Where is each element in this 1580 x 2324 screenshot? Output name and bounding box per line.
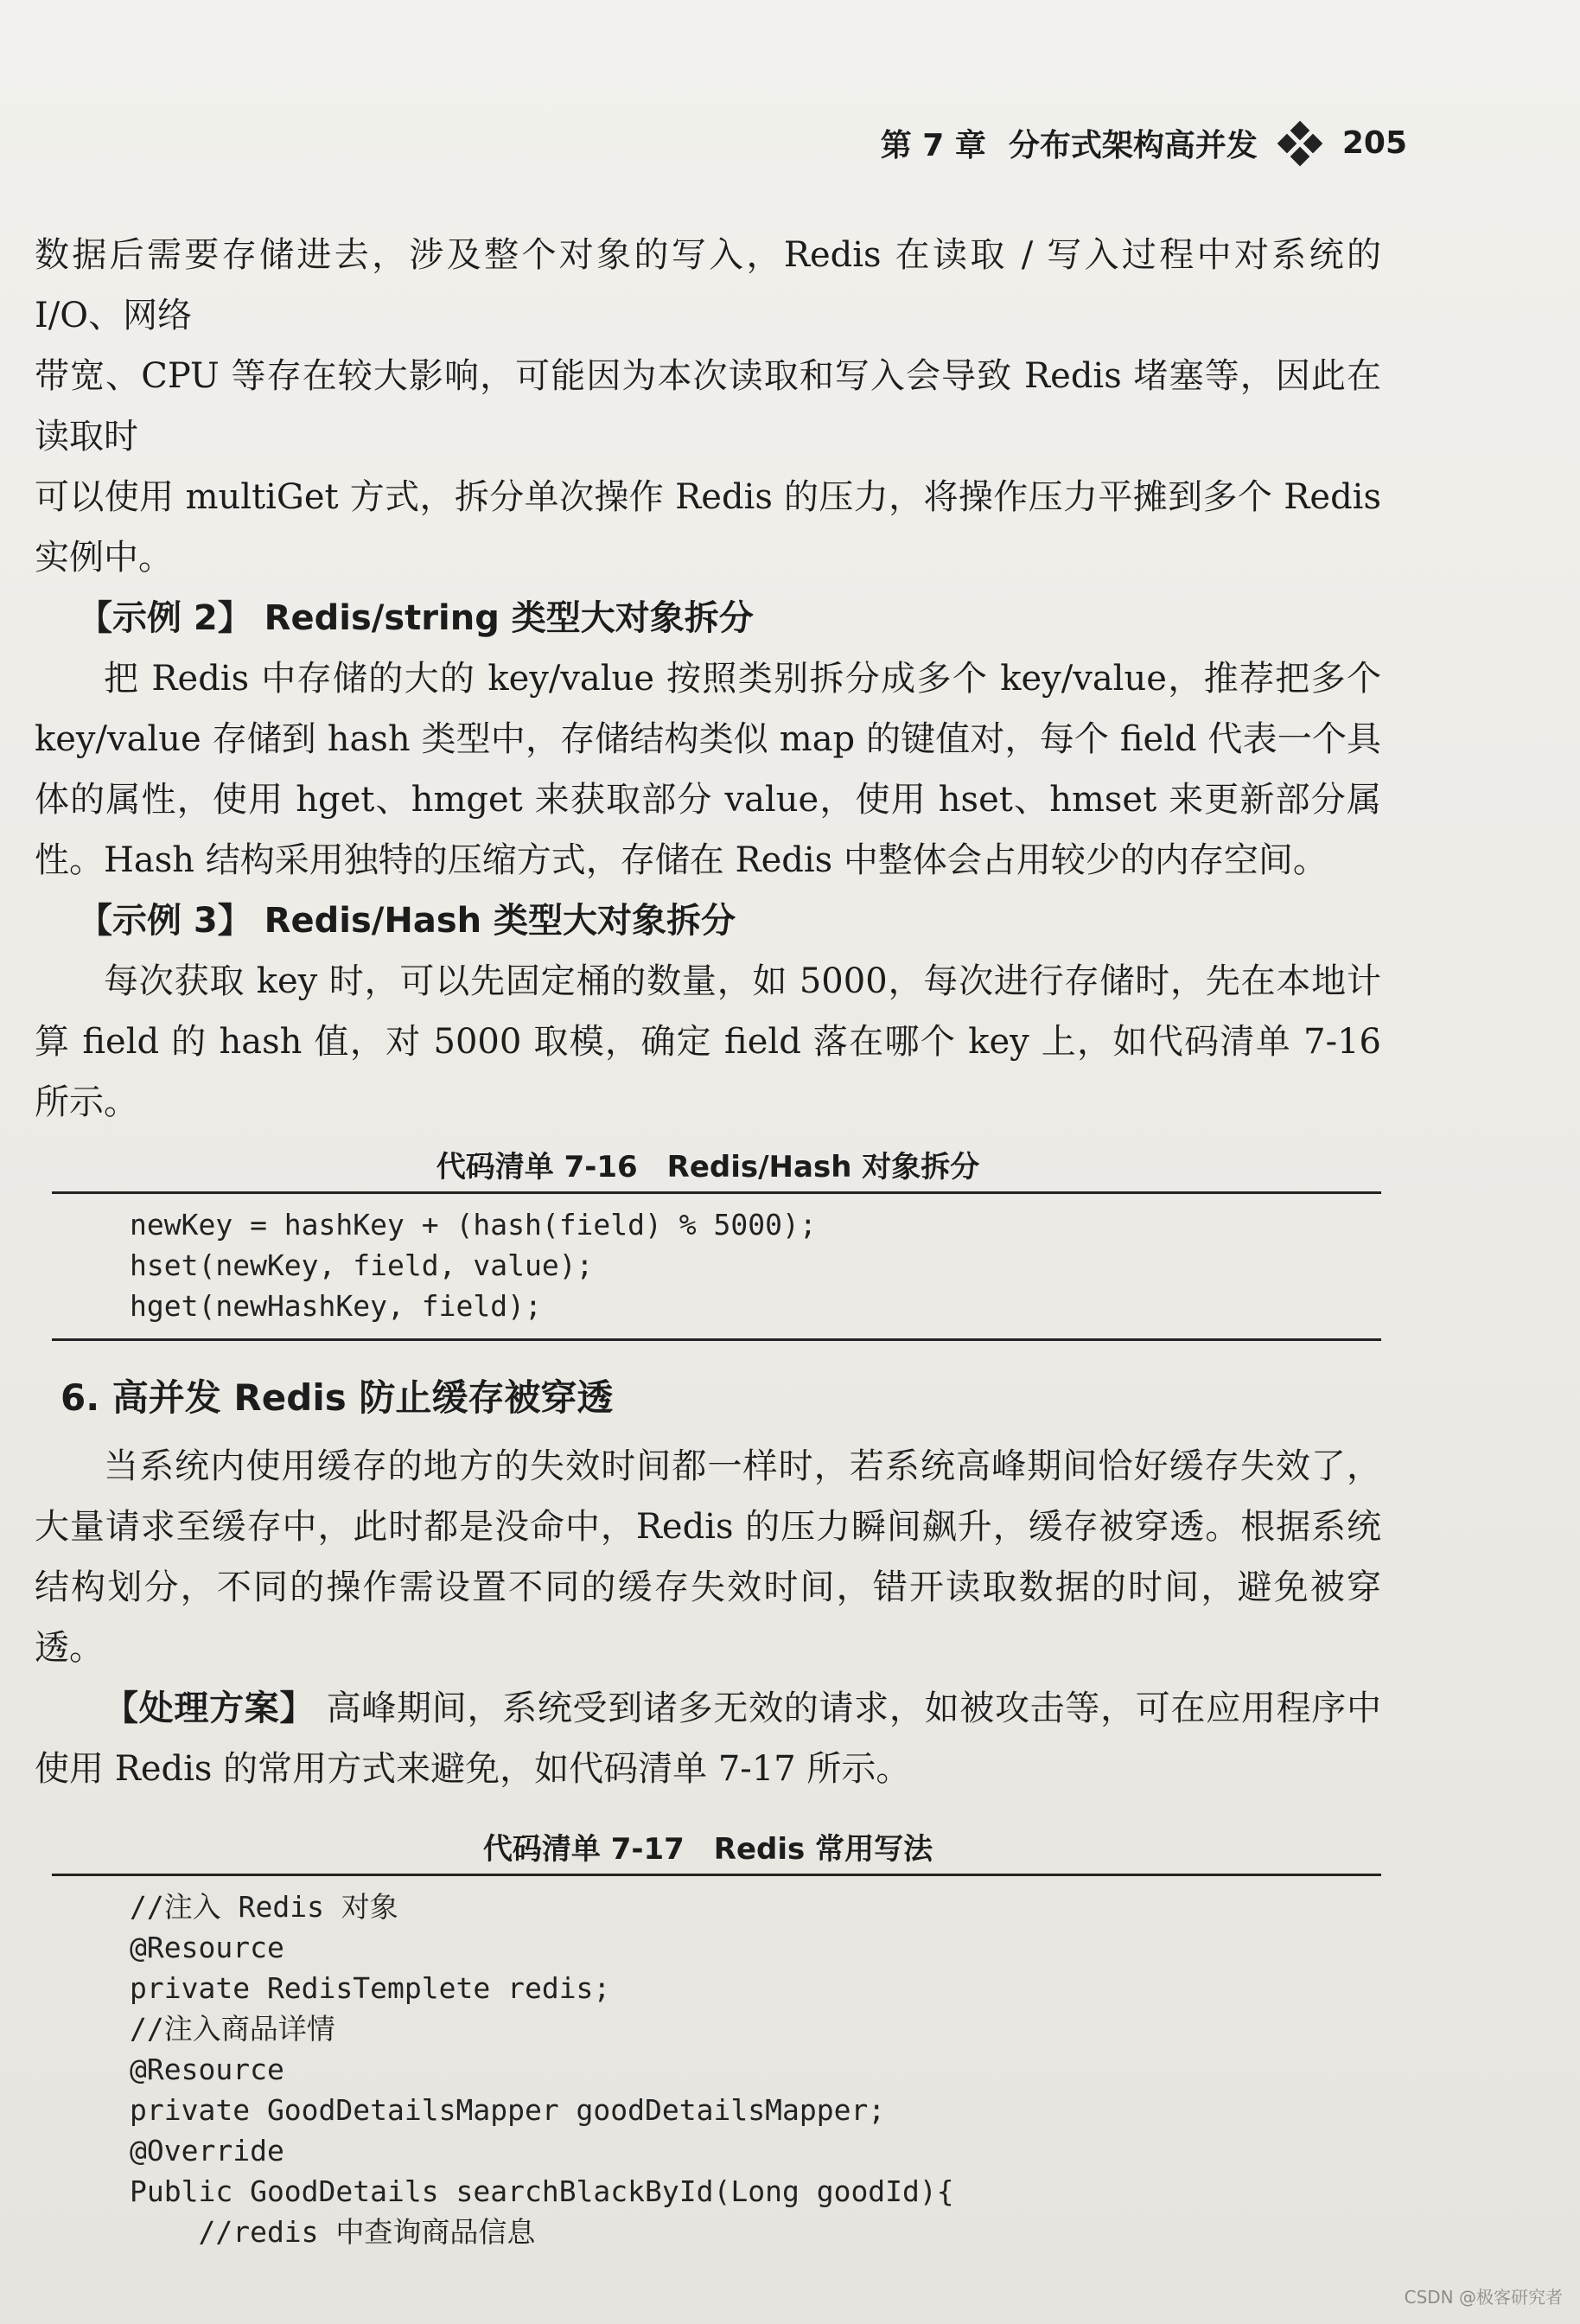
solution-text: 高峰期间，系统受到诸多无效的请求，如被攻击等，可在应用程序中使用 Redis 的常用方式来避免，如代码清单 7-17 所示。	[35, 1689, 1382, 1789]
code-line: hset(newKey, field, value);	[130, 1248, 594, 1282]
code-line: @Override	[130, 2134, 284, 2168]
example-3-label: 【示例 3】 Redis/Hash 类型大对象拆分	[78, 901, 736, 941]
top-paragraph-line-2: 带宽、CPU 等存在较大影响，可能因为本次读取和写入会导致 Redis 堵塞等，因此在读取时	[35, 356, 1381, 456]
listing-7-16-code	[52, 1191, 1381, 1341]
page-content	[35, 225, 1381, 2264]
top-paragraph-line-1: 数据后需要存储进去，涉及整个对象的写入，Redis 在读取 / 写入过程中对系统的 I/O、网络	[35, 235, 1381, 335]
chapter-title: 分布式架构高并发	[1008, 128, 1258, 163]
section-6-heading: 6. 高并发 Redis 防止缓存被穿透	[61, 1376, 614, 1419]
four-diamond-ornament-icon	[1280, 124, 1320, 163]
page-header	[0, 121, 1580, 182]
code-line: //redis 中查询商品信息	[130, 2215, 536, 2249]
listing-7-17-code	[52, 1874, 1381, 2264]
section-6-body: 当系统内使用缓存的地方的失效时间都一样时，若系统高峰期间恰好缓存失效了，大量请求至缓存中，此时都是没命中，Redis 的压力瞬间飙升，缓存被穿透。根据系统结构划分，不同的操作需设置不同的缓存失效时间，错开读取数据的时间，避免被穿透。	[35, 1446, 1381, 1668]
code-line: newKey = hashKey + (hash(field) % 5000);	[130, 1208, 817, 1242]
code-line: Public GoodDetails searchBlackById(Long goodId){	[130, 2174, 954, 2208]
page-number: 205	[1341, 125, 1407, 161]
code-line: hget(newHashKey, field);	[130, 1289, 542, 1323]
code-line: private GoodDetailsMapper goodDetailsMapper;	[130, 2093, 886, 2127]
code-line: @Resource	[130, 1931, 284, 1964]
code-line: //注入 Redis 对象	[130, 1890, 398, 1924]
example-2-label: 【示例 2】 Redis/string 类型大对象拆分	[78, 598, 754, 638]
header-row	[881, 121, 1407, 165]
solution-label: 【处理方案】	[104, 1689, 315, 1728]
code-line: @Resource	[130, 2053, 284, 2086]
top-paragraph-line-3: 可以使用 multiGet 方式，拆分单次操作 Redis 的压力，将操作压力平摊到多个 Redis 实例中。	[35, 477, 1381, 578]
listing-7-17-title: 代码清单 7-17 Redis 常用写法	[482, 1832, 933, 1867]
code-line: private RedisTemplete redis;	[130, 1971, 611, 2005]
solution-paragraph	[35, 1678, 1381, 1799]
example-3-body: 每次获取 key 时，可以先固定桶的数量，如 5000，每次进行存储时，先在本地计算 field 的 hash 值，对 5000 取模，确定 field 落在哪个 key 上，如代码清单 7-16 所示。	[35, 961, 1381, 1122]
listing-7-16-title: 代码清单 7-16 Redis/Hash 对象拆分	[436, 1150, 980, 1184]
code-line: //注入商品详情	[130, 2012, 335, 2046]
csdn-watermark: CSDN @极客研究者	[1404, 2287, 1563, 2308]
example-2-body: 把 Redis 中存储的大的 key/value 按照类别拆分成多个 key/value，推荐把多个 key/value 存储到 hash 类型中，存储结构类似 map 的键值对，每个 field 代表一个具体的属性，使用 hget、hmget 来获取部分 value，使用 hset、hmset 来更新部分属性。Hash 结构采用独特的压缩方式，存储在 Redis 中整体会占用较少的内存空间。	[35, 659, 1381, 880]
chapter-number: 第 7 章	[880, 128, 986, 163]
